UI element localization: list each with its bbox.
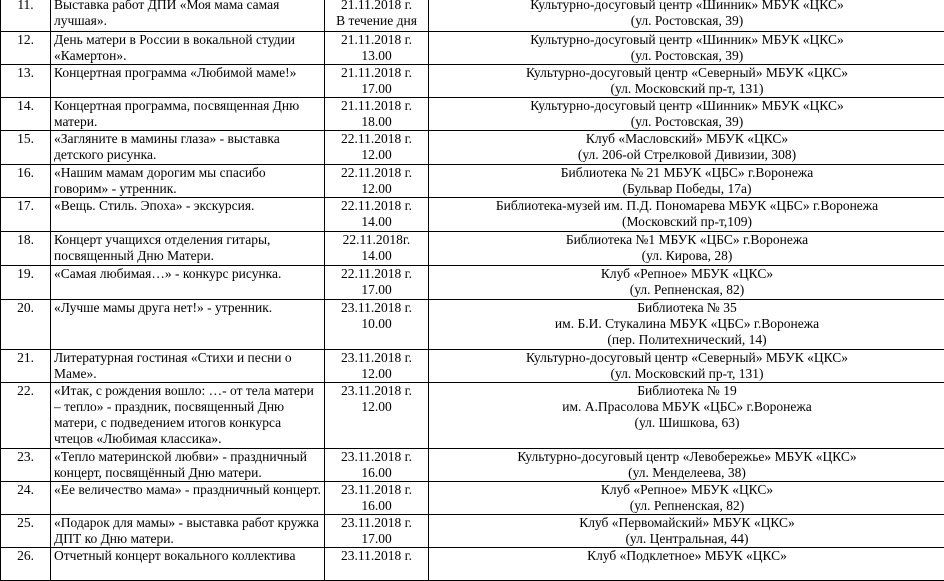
event-venue: Культурно-досуговый центр «Шинник» МБУК «ЦКС» (ул. Ростовская, 39) (429, 32, 944, 65)
table-row (1, 32, 944, 65)
event-venue: Культурно-досуговый центр «Левобережье» МБУК «ЦКС» (ул. Менделеева, 38) (429, 449, 944, 482)
event-venue: Клуб «Масловский» МБУК «ЦКС» (ул. 206-ой Стрелковой Дивизии, 308) (429, 131, 944, 165)
table-row (1, 383, 944, 449)
event-date: 23.11.2018 г. (325, 548, 429, 581)
event-date: 23.11.2018 г. 12.00 (325, 383, 429, 449)
event-title: «Вещь. Стиль. Эпоха» - экскурсия. (51, 198, 325, 232)
table-row (1, 449, 944, 482)
row-number: 12. (1, 32, 51, 65)
table-row (1, 65, 944, 98)
row-number: 20. (1, 300, 51, 350)
event-date: 21.11.2018 г. В течение дня (325, 0, 429, 32)
table-row (1, 515, 944, 548)
event-date: 23.11.2018 г. 16.00 (325, 482, 429, 515)
event-date: 22.11.2018 г. 12.00 (325, 131, 429, 165)
table-row (1, 0, 944, 32)
row-number: 13. (1, 65, 51, 98)
event-title: Выставка работ ДПИ «Моя мама самая лучшая». (51, 0, 325, 32)
row-number: 24. (1, 482, 51, 515)
event-venue: Библиотека № 35 им. Б.И. Стукалина МБУК «ЦБС» г.Воронежа (пер. Политехнический, 14) (429, 300, 944, 350)
table-row (1, 198, 944, 232)
event-date: 23.11.2018 г. 16.00 (325, 449, 429, 482)
event-title: Концерт учащихся отделения гитары, посвященный Дню Матери. (51, 232, 325, 266)
event-venue: Библиотека № 19 им. А.Прасолова МБУК «ЦБС» г.Воронежа (ул. Шишкова, 63) (429, 383, 944, 449)
event-date: 22.11.2018г. 14.00 (325, 232, 429, 266)
event-title: Концертная программа, посвященная Дню матери. (51, 98, 325, 131)
row-number: 11. (1, 0, 51, 32)
event-venue: Культурно-досуговый центр «Северный» МБУК «ЦКС» (ул. Московский пр-т, 131) (429, 350, 944, 383)
event-venue: Клуб «Подклетное» МБУК «ЦКС» (429, 548, 944, 581)
table-row (1, 482, 944, 515)
row-number: 25. (1, 515, 51, 548)
event-date: 23.11.2018 г. 10.00 (325, 300, 429, 350)
event-venue: Клуб «Репное» МБУК «ЦКС» (ул. Репненская, 82) (429, 482, 944, 515)
event-title: «Самая любимая…» - конкурс рисунка. (51, 266, 325, 300)
event-title: «Подарок для мамы» - выставка работ кружка ДПТ ко Дню матери. (51, 515, 325, 548)
row-number: 22. (1, 383, 51, 449)
event-venue: Библиотека № 21 МБУК «ЦБС» г.Воронежа (Бульвар Победы, 17а) (429, 165, 944, 198)
event-title: Отчетный концерт вокального коллектива (51, 548, 325, 581)
table-row (1, 131, 944, 165)
event-date: 21.11.2018 г. 17.00 (325, 65, 429, 98)
event-title: «Загляните в мамины глаза» - выставка детского рисунка. (51, 131, 325, 165)
event-title: «Ее величество мама» - праздничный концерт. (51, 482, 325, 515)
row-number: 16. (1, 165, 51, 198)
row-number: 18. (1, 232, 51, 266)
row-number: 14. (1, 98, 51, 131)
event-venue: Клуб «Первомайский» МБУК «ЦКС» (ул. Центральная, 44) (429, 515, 944, 548)
event-date: 21.11.2018 г. 18.00 (325, 98, 429, 131)
event-date: 22.11.2018 г. 17.00 (325, 266, 429, 300)
event-title: День матери в России в вокальной студии «Камертон». (51, 32, 325, 65)
event-title: «Нашим мамам дорогим мы спасибо говорим» - утренник. (51, 165, 325, 198)
table-row (1, 266, 944, 300)
table-row (1, 548, 944, 581)
event-date: 23.11.2018 г. 17.00 (325, 515, 429, 548)
table-row (1, 350, 944, 383)
event-title: «Итак, с рождения вошло: …- от тела матери – тепло» - праздник, посвященный Дню матери, с подведением итогов конкурса чтецов «Любимая классика». (51, 383, 325, 449)
event-venue: Культурно-досуговый центр «Шинник» МБУК «ЦКС» (ул. Ростовская, 39) (429, 98, 944, 131)
event-venue: Библиотека-музей им. П.Д. Пономарева МБУК «ЦБС» г.Воронежа (Московский пр-т,109) (429, 198, 944, 232)
event-venue: Культурно-досуговый центр «Шинник» МБУК «ЦКС» (ул. Ростовская, 39) (429, 0, 944, 32)
event-title: «Лучше мамы друга нет!» - утренник. (51, 300, 325, 350)
row-number: 21. (1, 350, 51, 383)
table-row (1, 300, 944, 350)
row-number: 17. (1, 198, 51, 232)
event-venue: Библиотека №1 МБУК «ЦБС» г.Воронежа (ул. Кирова, 28) (429, 232, 944, 266)
event-date: 22.11.2018 г. 12.00 (325, 165, 429, 198)
row-number: 23. (1, 449, 51, 482)
event-title: Концертная программа «Любимой маме!» (51, 65, 325, 98)
table-row (1, 232, 944, 266)
row-number: 15. (1, 131, 51, 165)
row-number: 26. (1, 548, 51, 581)
events-table-body (1, 0, 944, 581)
event-venue: Клуб «Репное» МБУК «ЦКС» (ул. Репненская, 82) (429, 266, 944, 300)
event-date: 22.11.2018 г. 14.00 (325, 198, 429, 232)
table-row (1, 98, 944, 131)
row-number: 19. (1, 266, 51, 300)
event-venue: Культурно-досуговый центр «Северный» МБУК «ЦКС» (ул. Московский пр-т, 131) (429, 65, 944, 98)
event-title: Литературная гостиная «Стихи и песни о Маме». (51, 350, 325, 383)
table-row (1, 165, 944, 198)
event-date: 21.11.2018 г. 13.00 (325, 32, 429, 65)
event-title: «Тепло материнской любви» - праздничный концерт, посвящённый Дню матери. (51, 449, 325, 482)
event-date: 23.11.2018 г. 12.00 (325, 350, 429, 383)
